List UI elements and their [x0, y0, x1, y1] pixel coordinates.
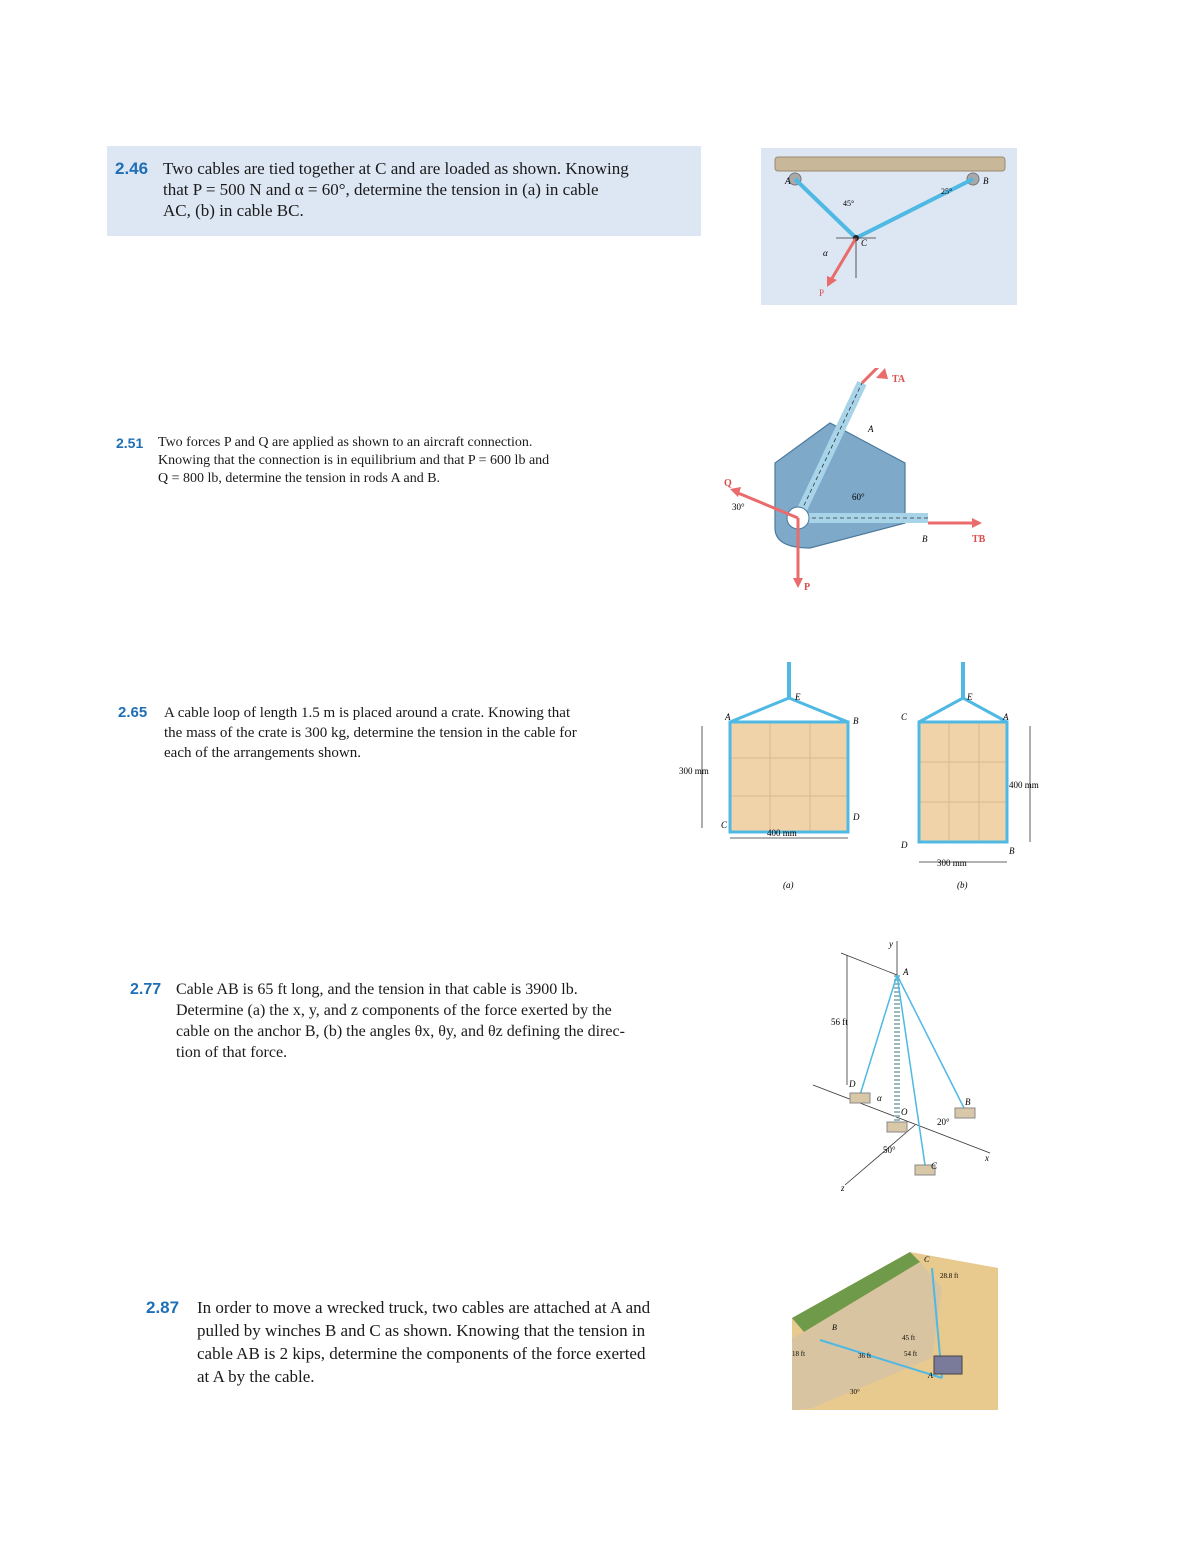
problem-text-line: cable on the anchor B, (b) the angles θx, θy, and θz defining the direc- — [176, 1023, 625, 1040]
label-b-width: 300 mm — [937, 858, 967, 868]
figure-2-77 — [805, 935, 1005, 1195]
problem-text-line: Two cables are tied together at C and are loaded as shown. Knowing — [163, 159, 629, 178]
label-60: 60° — [852, 492, 865, 502]
label-Q: Q — [724, 478, 732, 489]
figure-2-65 — [675, 658, 1055, 898]
problem-text-line: tion of that force. — [176, 1044, 288, 1061]
label-alpha: α — [823, 248, 828, 258]
label-54ft: 54 ft — [904, 1350, 918, 1358]
label-a-height: 300 mm — [679, 766, 709, 776]
problem-text-line: Cable AB is 65 ft long, and the tension in that cable is 3900 lb. — [176, 981, 578, 998]
problem-text-line: AC, (b) in cable BC. — [163, 201, 304, 220]
problem-text-line: each of the arrangements shown. — [164, 745, 362, 761]
label-b-B: B — [1009, 846, 1015, 856]
label-x: x — [985, 1153, 989, 1163]
problem-number: 2.77 — [130, 981, 162, 998]
problem-text-line: In order to move a wrecked truck, two cables are attached at A and — [197, 1298, 651, 1317]
label-TB: TB — [972, 534, 986, 545]
label-a-C: C — [721, 820, 728, 830]
figure-2-46 — [761, 148, 1017, 305]
problem-text-line: pulled by winches B and C as shown. Knowing that the tension in — [197, 1321, 646, 1340]
label-18ft: 18 ft — [792, 1350, 806, 1358]
label-A: A — [868, 424, 874, 434]
problem-text-line: at A by the cable. — [197, 1367, 315, 1386]
problem-number: 2.51 — [116, 435, 144, 451]
label-b-E: E — [967, 692, 973, 702]
problem-2-46 — [107, 146, 701, 236]
label-O: O — [901, 1107, 908, 1117]
problem-text-line: A cable loop of length 1.5 m is placed around a crate. Knowing that — [164, 705, 571, 721]
label-20: 20° — [937, 1117, 950, 1127]
label-A: A — [785, 176, 791, 186]
problem-number: 2.65 — [118, 704, 148, 721]
label-28-8ft: 28.8 ft — [940, 1272, 959, 1280]
problem-number: 2.46 — [115, 159, 149, 178]
label-D: D — [849, 1079, 856, 1089]
problem-text-line: Q = 800 lb, determine the tension in rods A and B. — [158, 471, 441, 486]
label-a-D: D — [853, 812, 860, 822]
label-25: 25° — [941, 187, 953, 196]
label-b-A: A — [1003, 712, 1009, 722]
label-C: C — [861, 238, 868, 248]
label-45: 45° — [843, 199, 855, 208]
label-B: B — [983, 176, 989, 186]
label-B: B — [965, 1097, 971, 1107]
label-30: 30° — [732, 502, 745, 512]
caption-b: (b) — [957, 880, 968, 890]
label-C: C — [931, 1161, 938, 1171]
label-a-A: A — [725, 712, 731, 722]
label-a-E: E — [795, 692, 801, 702]
label-b-D: D — [901, 840, 908, 850]
problem-number: 2.87 — [146, 1298, 180, 1317]
label-TA: TA — [892, 374, 906, 385]
label-50: 50° — [883, 1145, 896, 1155]
label-a-width: 400 mm — [767, 828, 797, 838]
label-A: A — [928, 1371, 933, 1380]
label-B: B — [832, 1323, 837, 1332]
problem-text-line: Knowing that the connection is in equilibrium and that P = 600 lb and — [158, 453, 550, 468]
problem-text-line: Two forces P and Q are applied as shown to an aircraft connection. — [158, 435, 533, 450]
label-alpha: α — [877, 1093, 882, 1103]
label-C: C — [924, 1255, 930, 1264]
figure-2-87 — [792, 1248, 998, 1410]
problem-text-line: the mass of the crate is 300 kg, determine the tension in the cable for — [164, 725, 577, 741]
label-height: 56 ft — [831, 1017, 848, 1027]
label-y: y — [889, 939, 893, 949]
label-z: z — [841, 1183, 845, 1193]
label-36ft: 36 ft — [858, 1352, 872, 1360]
problem-text-line: cable AB is 2 kips, determine the components of the force exerted — [197, 1344, 646, 1363]
label-P: P — [804, 582, 811, 593]
label-30: 30° — [850, 1388, 860, 1396]
label-A: A — [903, 967, 909, 977]
label-B: B — [922, 534, 928, 544]
label-b-height: 400 mm — [1009, 780, 1039, 790]
figure-2-51 — [720, 368, 1000, 598]
label-a-B: B — [853, 716, 859, 726]
label-45ft: 45 ft — [902, 1334, 916, 1342]
label-P: P — [819, 288, 825, 298]
problem-text-line: that P = 500 N and α = 60°, determine the tension in (a) in cable — [163, 180, 599, 199]
caption-a: (a) — [783, 880, 794, 890]
label-b-C: C — [901, 712, 908, 722]
problem-text-line: Determine (a) the x, y, and z components of the force exerted by the — [176, 1002, 612, 1019]
